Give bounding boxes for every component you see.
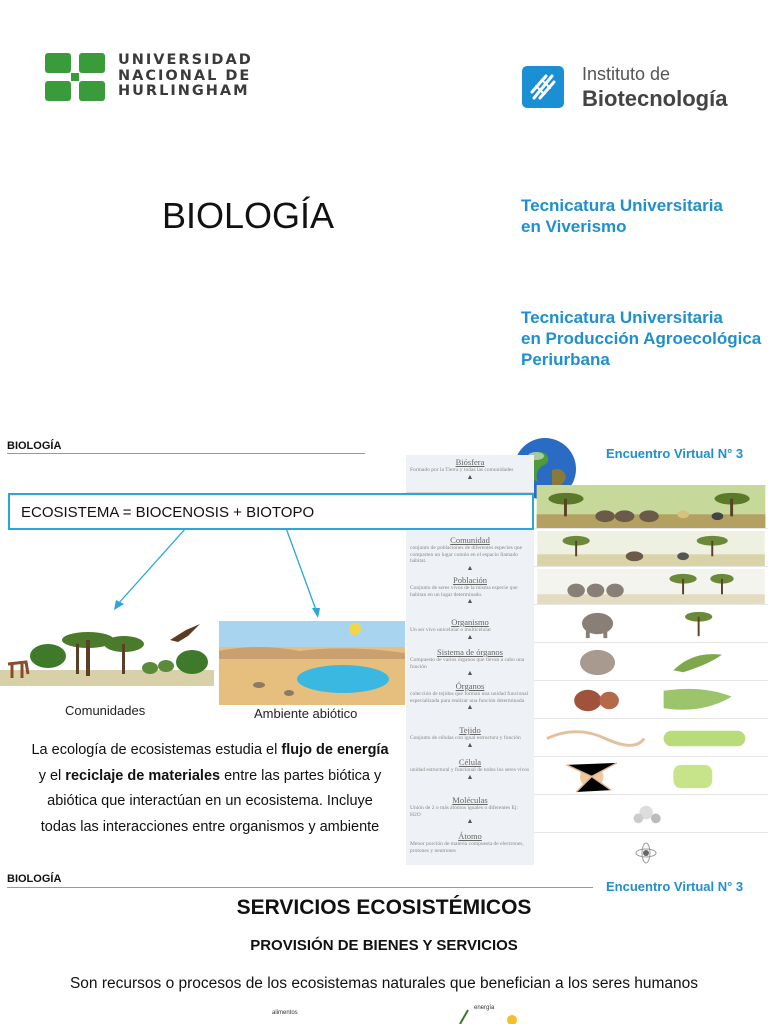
unahur-logo-icon xyxy=(45,53,105,101)
arrow-up-icon: ▲ xyxy=(466,772,474,781)
services-subtitle: PROVISIÓN DE BIENES Y SERVICIOS xyxy=(250,937,518,954)
services-description: Son recursos o procesos de los ecosistemas naturales que benefician a los seres humanos xyxy=(69,975,699,992)
arrow-up-icon: ▲ xyxy=(466,563,474,572)
organs-image xyxy=(534,683,768,719)
hierarchy-illustrations xyxy=(534,485,768,865)
energy-illustration xyxy=(456,1008,526,1024)
encuentro-label: Encuentro Virtual N° 3 xyxy=(606,446,744,461)
organism-image xyxy=(534,607,768,643)
atom-image xyxy=(534,835,768,871)
dna-icon xyxy=(522,66,564,108)
hierarchy-tejido: Tejido Conjunto de células con igual estructura y función ▲ xyxy=(406,725,534,749)
organ-system-image xyxy=(534,645,768,681)
community-image xyxy=(534,531,768,567)
population-image xyxy=(534,569,768,605)
arrow-up-icon: ▲ xyxy=(466,817,474,825)
arrow-up-icon: ▲ xyxy=(466,597,474,605)
slide-title: BIOLOGÍA xyxy=(162,195,335,236)
cell-image xyxy=(534,759,768,795)
ecosystem-equation: ECOSISTEMA = BIOCENOSIS + BIOTOPO xyxy=(8,493,534,530)
ecosystem-savanna-image xyxy=(534,485,768,529)
institute-name-line2: Biotecnología xyxy=(582,86,728,111)
hierarchy-comunidad: Comunidad conjunto de poblaciones de diferentes especies que comparten un lugar común en el espacio llamado hábitat. ▲ xyxy=(406,535,534,572)
hierarchy-moleculas: Moléculas Unión de 2 o más átomos iguales o diferentes Ej: H2O ▲ xyxy=(406,795,534,825)
label-energia: energía xyxy=(474,1005,495,1011)
hierarchy-organismo: Organismo Un ser vivo unicelular o multicelular ▲ xyxy=(406,617,534,641)
institute-name-line1: Instituto de xyxy=(582,64,671,84)
hierarchy-poblacion: Población Conjunto de seres vivos de la misma especie que habitan en un lugar determinado. ▲ xyxy=(406,575,534,605)
university-name: UNIVERSIDAD NACIONAL DE HURLINGHAM xyxy=(118,52,253,99)
arrow-up-icon: ▲ xyxy=(466,703,474,711)
hierarchy-sistema-organos: Sistema de órganos Compuesto de varios órganos que llevan a cabo una función ▲ xyxy=(406,647,534,677)
hierarchy-organos: Órganos colección de tejidos que forman una unidad funcional especializada para realizar una función determinada ▲ xyxy=(406,681,534,711)
divider xyxy=(7,453,365,454)
arrow-up-icon: ▲ xyxy=(466,472,474,481)
tissue-image xyxy=(534,721,768,757)
arrow-up-icon: ▲ xyxy=(466,740,474,749)
diagram-arrows xyxy=(100,528,330,620)
section-label-2: BIOLOGÍA xyxy=(7,873,62,885)
section-label: BIOLOGÍA xyxy=(7,440,62,452)
hierarchy-atomo: Átomo Menor porción de materia compuesta de electrones, protones y neutrones xyxy=(410,831,524,854)
encuentro-label-2: Encuentro Virtual N° 3 xyxy=(606,879,744,894)
caption-comunidades: Comunidades xyxy=(65,703,146,718)
molecule-image xyxy=(534,797,768,833)
arrow-up-icon: ▲ xyxy=(466,632,474,641)
abiotic-environment-illustration xyxy=(219,621,405,705)
arrow-up-icon: ▲ xyxy=(466,669,474,677)
hierarchy-celula: Célula unidad estructural y funcional de todos los seres vivos ▲ xyxy=(406,757,534,781)
program-viverismo: Tecnicatura Universitaria en Viverismo xyxy=(521,196,723,236)
program-agroecologica: Tecnicatura Universitaria en Producción Agroecológica Periurbana xyxy=(521,308,762,369)
services-title: SERVICIOS ECOSISTÉMICOS xyxy=(236,896,532,919)
hierarchy-biosfera: Biósfera Formado por la Tierra y todas las comunidades ▲ xyxy=(406,457,534,481)
ecology-paragraph: La ecología de ecosistemas estudia el flujo de energía y el reciclaje de materiales entre las partes biótica y abiótica que interactúan en un ecosistema. Incluye todas las interacciones entre organismos y ambiente xyxy=(31,742,389,835)
label-alimentos: alimentos xyxy=(272,1010,298,1016)
divider-2 xyxy=(7,887,593,888)
communities-illustration xyxy=(0,618,214,686)
caption-ambiente-abiotico: Ambiente abiótico xyxy=(254,706,358,721)
